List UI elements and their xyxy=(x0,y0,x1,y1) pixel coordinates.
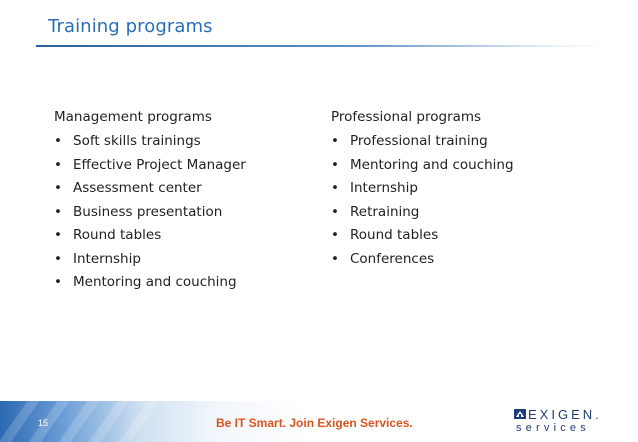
bullet-icon: • xyxy=(331,156,339,173)
list-item xyxy=(331,250,514,274)
bullet-icon: • xyxy=(54,274,62,290)
list-item-label: Soft skills trainings xyxy=(73,133,201,149)
list-item xyxy=(331,226,514,250)
list-item-label: Round tables xyxy=(350,227,439,243)
professional-programs-column xyxy=(331,108,514,273)
list-item xyxy=(331,179,514,203)
list-item-label: Internship xyxy=(350,180,418,196)
list-item xyxy=(54,203,246,227)
bullet-icon: • xyxy=(54,227,62,243)
list-item xyxy=(54,250,246,274)
exigen-services-logo xyxy=(514,407,610,437)
logo-wordmark-top: EXIGEN. xyxy=(528,407,602,422)
logo-wordmark-bottom: services xyxy=(516,422,590,434)
page-number: 15 xyxy=(38,418,49,428)
list-item xyxy=(54,179,246,203)
list-item-label: Mentoring and couching xyxy=(350,156,514,173)
bullet-icon: • xyxy=(331,180,339,196)
list-item-label: Assessment center xyxy=(73,180,202,196)
slide-title: Training programs xyxy=(48,16,213,37)
bullet-icon: • xyxy=(54,250,62,267)
exigen-logo-icon xyxy=(514,409,526,419)
list-item-label: Effective Project Manager xyxy=(73,156,246,173)
list-item xyxy=(54,273,246,297)
list-item xyxy=(331,203,514,227)
list-item xyxy=(54,156,246,180)
list-item-label: Conferences xyxy=(350,250,435,267)
footer-tagline: Be IT Smart. Join Exigen Services. xyxy=(216,416,413,430)
list-item-label: Mentoring and couching xyxy=(73,274,237,290)
list-item-label: Internship xyxy=(73,250,141,267)
bullet-icon: • xyxy=(54,203,62,220)
list-item-label: Retraining xyxy=(350,203,420,220)
bullet-icon: • xyxy=(331,203,339,220)
title-underline xyxy=(36,45,606,47)
management-programs-column xyxy=(54,108,246,297)
bullet-icon: • xyxy=(54,133,62,149)
list-item xyxy=(54,132,246,156)
bullet-icon: • xyxy=(331,227,339,243)
list-item xyxy=(331,156,514,180)
bullet-icon: • xyxy=(54,180,62,196)
bullet-icon: • xyxy=(331,250,339,267)
bullet-icon: • xyxy=(54,156,62,173)
bullet-icon: • xyxy=(331,133,339,149)
professional-programs-list xyxy=(331,132,514,273)
professional-programs-heading: Professional programs xyxy=(331,109,482,125)
list-item-label: Professional training xyxy=(350,133,488,149)
list-item-label: Round tables xyxy=(73,227,162,243)
list-item-label: Business presentation xyxy=(73,203,223,220)
list-item xyxy=(331,132,514,156)
list-item xyxy=(54,226,246,250)
footer-band xyxy=(0,401,638,442)
management-programs-heading: Management programs xyxy=(54,109,212,125)
management-programs-list xyxy=(54,132,246,297)
